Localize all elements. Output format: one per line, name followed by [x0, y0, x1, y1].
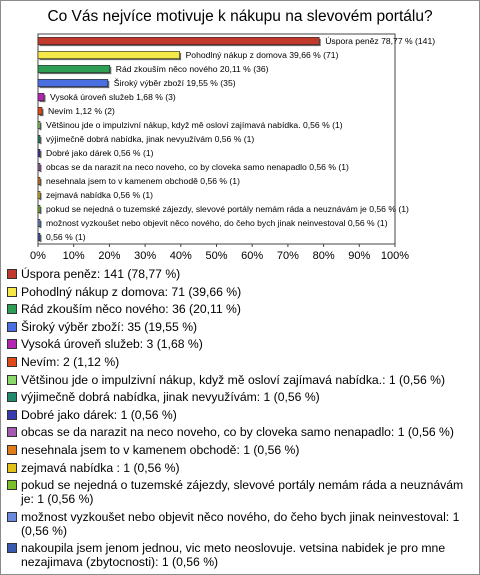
- legend-swatch: [7, 543, 17, 553]
- legend-swatch: [7, 463, 17, 473]
- bar: [38, 121, 40, 128]
- legend-label: obcas se da narazit na neco noveho, co by cloveka samo nenapadlo: 1 (0,56 %): [21, 425, 454, 440]
- legend-swatch: [7, 392, 17, 402]
- legend-swatch: [7, 410, 17, 420]
- legend-item: [6, 390, 476, 404]
- legend-item: [6, 355, 476, 369]
- x-tick-label: 80%: [312, 250, 335, 262]
- bar-label: pokud se nejedná o tuzemské zájezdy, slevové portály nemám ráda a neuznávám je 0,56 % (1): [45, 204, 409, 215]
- legend-item: [6, 320, 476, 334]
- bar-chart: [0, 0, 480, 262]
- legend-swatch: [7, 357, 17, 367]
- legend-item: [6, 408, 476, 422]
- legend-item: [6, 285, 476, 299]
- legend-item: [6, 337, 476, 351]
- legend-swatch: [7, 480, 17, 490]
- legend-item: [6, 541, 476, 569]
- bar-label: 0,56 % (1): [45, 232, 86, 243]
- bar: [38, 177, 40, 184]
- bar-label: Nevím 1,12 % (2): [47, 106, 115, 117]
- x-tick-label: 10%: [62, 250, 85, 262]
- legend-item: [6, 425, 476, 439]
- legend-label: zejmavá nabídka : 1 (0,56 %): [21, 460, 180, 475]
- legend-label: Nevím: 2 (1,12 %): [21, 354, 120, 369]
- legend-label: nesehnala jsem to v kamenem obchodě: 1 (0,56 %): [21, 442, 300, 457]
- legend-label: Pohodlný nákup z domova: 71 (39,66 %): [21, 284, 242, 299]
- legend-label: výjimečně dobrá nabídka, jinak nevyužívám: 1 (0,56 %): [21, 390, 320, 405]
- bar-label: Dobré jako dárek 0,56 % (1): [45, 148, 154, 159]
- x-tick-label: 40%: [169, 250, 192, 262]
- legend-item: [6, 443, 476, 457]
- legend-item: [6, 267, 476, 281]
- x-tick-label: 70%: [276, 250, 299, 262]
- bar: [38, 65, 110, 72]
- legend-swatch: [7, 512, 17, 522]
- bar: [38, 149, 40, 156]
- legend-label: možnost vyzkoušet nebo objevit něco nového, do čeho bych jinak neinvestoval: 1 (0,56 %): [21, 509, 460, 538]
- legend-item: [6, 461, 476, 475]
- legend-swatch: [7, 304, 17, 314]
- legend-label: Většinou jde o impulzivní nákup, když mě osloví zajímavá nabídka.: 1 (0,56 %): [21, 372, 446, 387]
- legend-swatch: [7, 322, 17, 332]
- legend-item: [6, 510, 476, 538]
- bar: [38, 51, 180, 58]
- legend-swatch: [7, 445, 17, 455]
- bar: [38, 107, 42, 114]
- bar-label: Pohodlný nákup z domova 39,66 % (71): [185, 50, 339, 61]
- bar: [38, 79, 108, 86]
- x-tick-label: 20%: [98, 250, 121, 262]
- bar-label: obcas se da narazit na neco noveho, co by cloveka samo nenapadlo 0,56 % (1): [45, 162, 349, 173]
- chart-title: Co Vás nejvíce motivuje k nákupu na slevovém portálu?: [47, 8, 433, 25]
- bar: [38, 37, 319, 44]
- bar: [38, 191, 40, 198]
- bar-label: Vysoká úroveň služeb 1,68 % (3): [49, 92, 176, 103]
- legend-swatch: [7, 427, 17, 437]
- legend-item: [6, 478, 476, 506]
- x-tick-label: 30%: [134, 250, 157, 262]
- x-tick-label: 100%: [380, 250, 410, 262]
- legend-label: Široký výběr zboží: 35 (19,55 %): [21, 319, 198, 334]
- legend-item: [6, 302, 476, 316]
- bar-label: možnost vyzkoušet nebo objevit něco nového, do čeho bych jinak neinvestoval 0,56 % (1): [45, 218, 388, 229]
- bar: [38, 219, 40, 226]
- legend-label: Rád zkouším něco nového: 36 (20,11 %): [21, 302, 241, 317]
- x-tick-label: 0%: [30, 250, 46, 262]
- legend-swatch: [7, 287, 17, 297]
- legend-label: nakoupila jsem jenom jednou, vic meto neoslovuje. vetsina nabidek je pro mne nezajimava (zbytocnosti): 1 (0,56 %): [21, 541, 446, 570]
- x-tick-label: 90%: [348, 250, 371, 262]
- bar-label: nesehnala jsem to v kamenem obchodě 0,56 % (1): [45, 176, 240, 187]
- bar: [38, 163, 40, 170]
- bar-label: Úspora peněz 78,77 % (141): [325, 36, 436, 47]
- x-tick-label: 50%: [205, 250, 228, 262]
- legend-swatch: [7, 339, 17, 349]
- x-tick-label: 60%: [241, 250, 264, 262]
- bar: [38, 233, 40, 240]
- legend: [6, 267, 476, 573]
- bar-label: zejmavá nabídka 0,56 % (1): [45, 190, 154, 201]
- bar-label: Většinou jde o impulzivní nákup, když mě osloví zajímavá nabídka. 0,56 % (1): [45, 120, 343, 131]
- legend-label: Vysoká úroveň služeb: 3 (1,68 %): [21, 337, 203, 352]
- legend-label: Úspora peněz: 141 (78,77 %): [21, 267, 181, 281]
- legend-swatch: [7, 375, 17, 385]
- legend-item: [6, 373, 476, 387]
- legend-label: pokud se nejedná o tuzemské zájezdy, slevové portály nemám ráda a neuznávám je: 1 (0,56 %): [21, 478, 464, 507]
- bar: [38, 135, 40, 142]
- legend-swatch: [7, 269, 17, 279]
- bar-label: Rád zkouším něco nového 20,11 % (36): [115, 64, 269, 75]
- bar: [38, 93, 44, 100]
- legend-label: Dobré jako dárek: 1 (0,56 %): [21, 407, 177, 422]
- bar-label: Široký výběr zboží 19,55 % (35): [113, 78, 236, 89]
- bar-label: výjimečně dobrá nabídka, jinak nevyužívám 0,56 % (1): [45, 134, 255, 145]
- bar: [38, 205, 40, 212]
